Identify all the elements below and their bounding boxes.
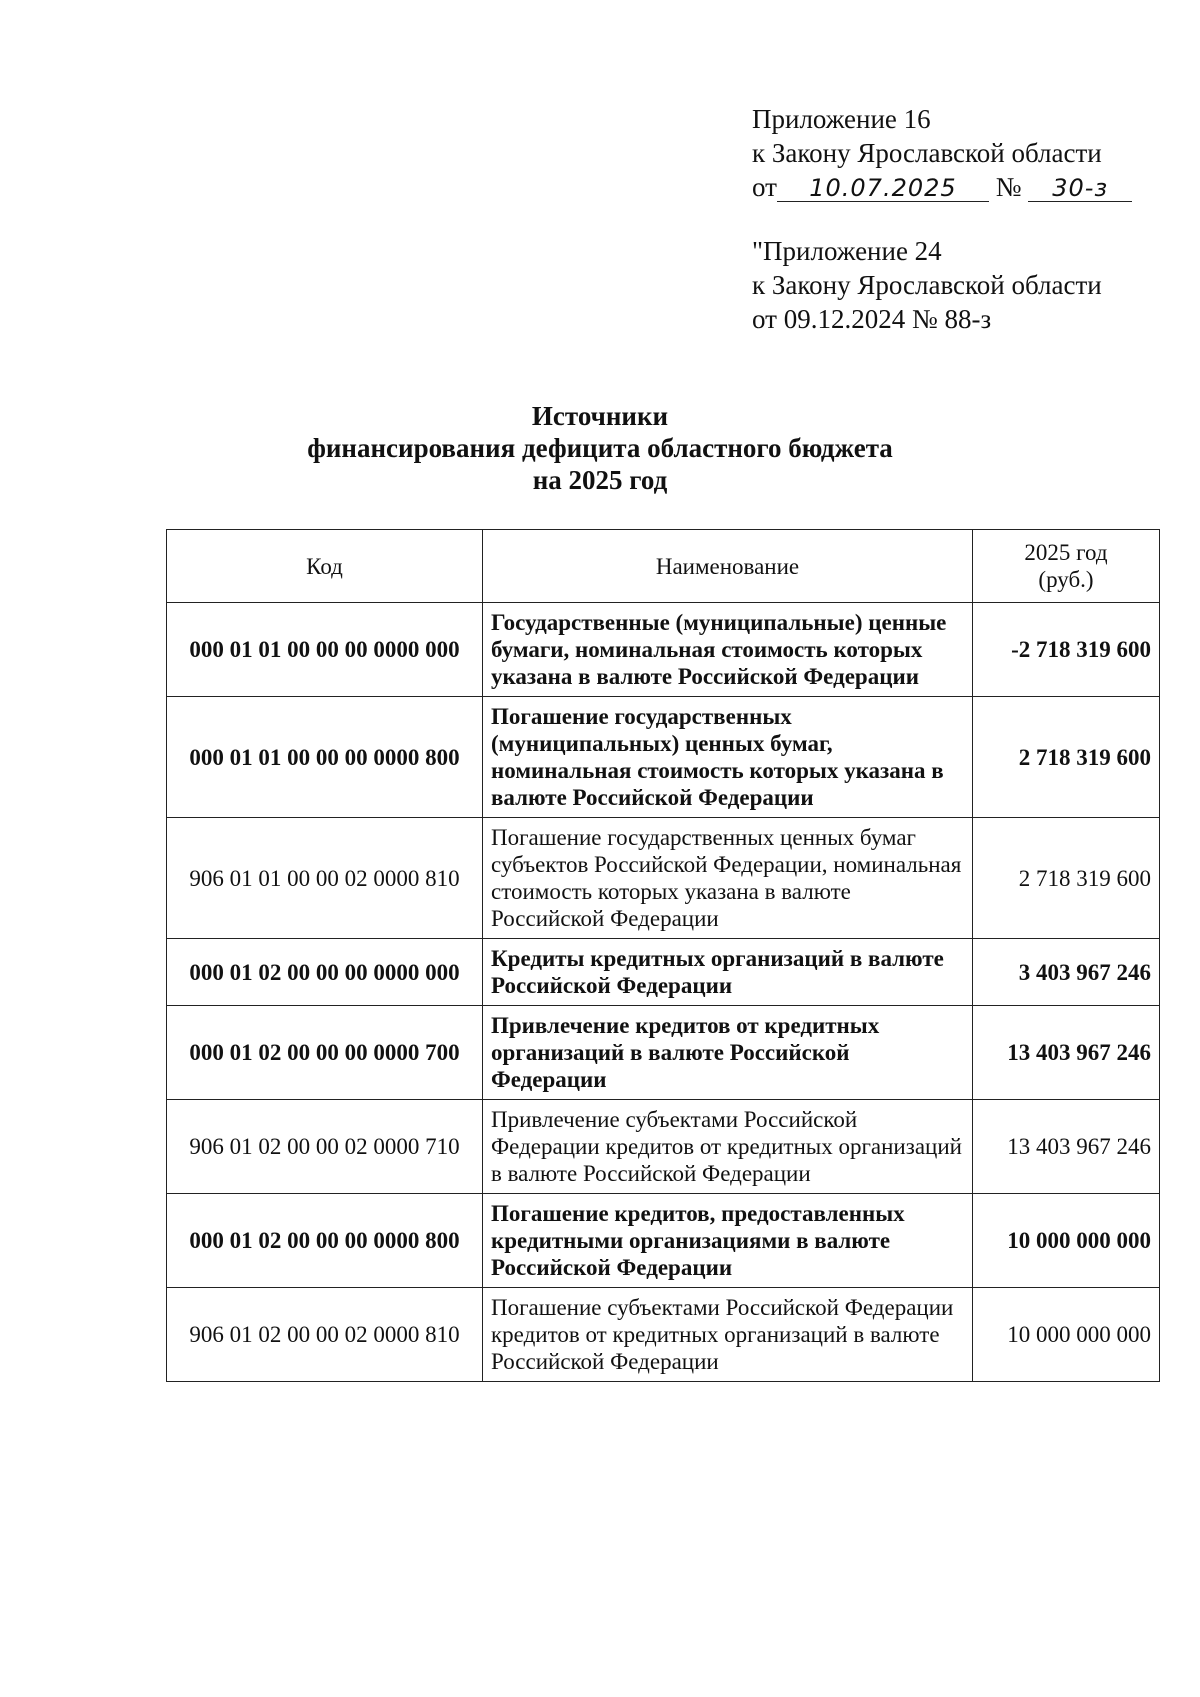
row-name: Кредиты кредитных организаций в валюте Российской Федерации <box>483 939 973 1006</box>
annex-law-reference: к Закону Ярославской области <box>752 138 1102 168</box>
row-amount: 13 403 967 246 <box>973 1100 1160 1194</box>
annex-header <box>752 102 1132 204</box>
document-title <box>0 400 1200 496</box>
row-code: 000 01 01 00 00 00 0000 800 <box>167 697 483 818</box>
row-code: 906 01 02 00 00 02 0000 710 <box>167 1100 483 1194</box>
header-amount <box>973 530 1160 603</box>
row-name: Погашение государственных ценных бумаг субъектов Российской Федерации, номинальная стоимость которых указана в валюте Российской Федерации <box>483 818 973 939</box>
table-header-row <box>167 530 1160 603</box>
number-sign: № <box>995 172 1022 202</box>
annex-from-prefix: от <box>752 172 777 202</box>
table-row <box>167 697 1160 818</box>
table-row <box>167 1194 1160 1288</box>
table-row <box>167 818 1160 939</box>
row-code: 906 01 02 00 00 02 0000 810 <box>167 1288 483 1382</box>
row-code: 000 01 02 00 00 00 0000 700 <box>167 1006 483 1100</box>
table-row <box>167 603 1160 697</box>
header-code: Код <box>167 530 483 603</box>
row-name: Погашение государственных (муниципальных) ценных бумаг, номинальная стоимость которых указана в валюте Российской Федерации <box>483 697 973 818</box>
row-amount: 10 000 000 000 <box>973 1194 1160 1288</box>
title-line-3: на 2025 год <box>532 465 668 495</box>
annex-date-line <box>752 170 1132 204</box>
header-name: Наименование <box>483 530 973 603</box>
annex-title: Приложение 16 <box>752 104 931 134</box>
title-line-1: Источники <box>531 401 669 431</box>
table-row <box>167 1288 1160 1382</box>
header-amount-unit: (руб.) <box>1038 567 1094 592</box>
row-amount: 2 718 319 600 <box>973 818 1160 939</box>
header-amount-year: 2025 год <box>1024 540 1108 565</box>
row-code: 000 01 01 00 00 00 0000 000 <box>167 603 483 697</box>
row-name: Погашение субъектами Российской Федерации кредитов от кредитных организаций в валюте Российской Федерации <box>483 1288 973 1382</box>
handwritten-date: 10.07.2025 <box>777 175 989 202</box>
financing-sources-table <box>166 529 1160 1382</box>
prior-annex-title: "Приложение 24 <box>752 236 942 266</box>
row-name: Привлечение субъектами Российской Федерации кредитов от кредитных организаций в валюте Российской Федерации <box>483 1100 973 1194</box>
row-code: 000 01 02 00 00 00 0000 000 <box>167 939 483 1006</box>
row-code: 000 01 02 00 00 00 0000 800 <box>167 1194 483 1288</box>
row-amount: -2 718 319 600 <box>973 603 1160 697</box>
table-row <box>167 1006 1160 1100</box>
row-name: Погашение кредитов, предоставленных кредитными организациями в валюте Российской Федерации <box>483 1194 973 1288</box>
prior-annex-date-number: от 09.12.2024 № 88-з <box>752 304 992 334</box>
table-row <box>167 1100 1160 1194</box>
row-name: Привлечение кредитов от кредитных организаций в валюте Российской Федерации <box>483 1006 973 1100</box>
row-amount: 10 000 000 000 <box>973 1288 1160 1382</box>
row-code: 906 01 01 00 00 02 0000 810 <box>167 818 483 939</box>
handwritten-number: 30-з <box>1028 175 1132 202</box>
row-amount: 2 718 319 600 <box>973 697 1160 818</box>
prior-annex-header <box>752 234 1102 336</box>
row-amount: 13 403 967 246 <box>973 1006 1160 1100</box>
row-name: Государственные (муниципальные) ценные бумаги, номинальная стоимость которых указана в валюте Российской Федерации <box>483 603 973 697</box>
title-line-2: финансирования дефицита областного бюджета <box>307 433 893 463</box>
prior-annex-law-reference: к Закону Ярославской области <box>752 270 1102 300</box>
row-amount: 3 403 967 246 <box>973 939 1160 1006</box>
table-row <box>167 939 1160 1006</box>
